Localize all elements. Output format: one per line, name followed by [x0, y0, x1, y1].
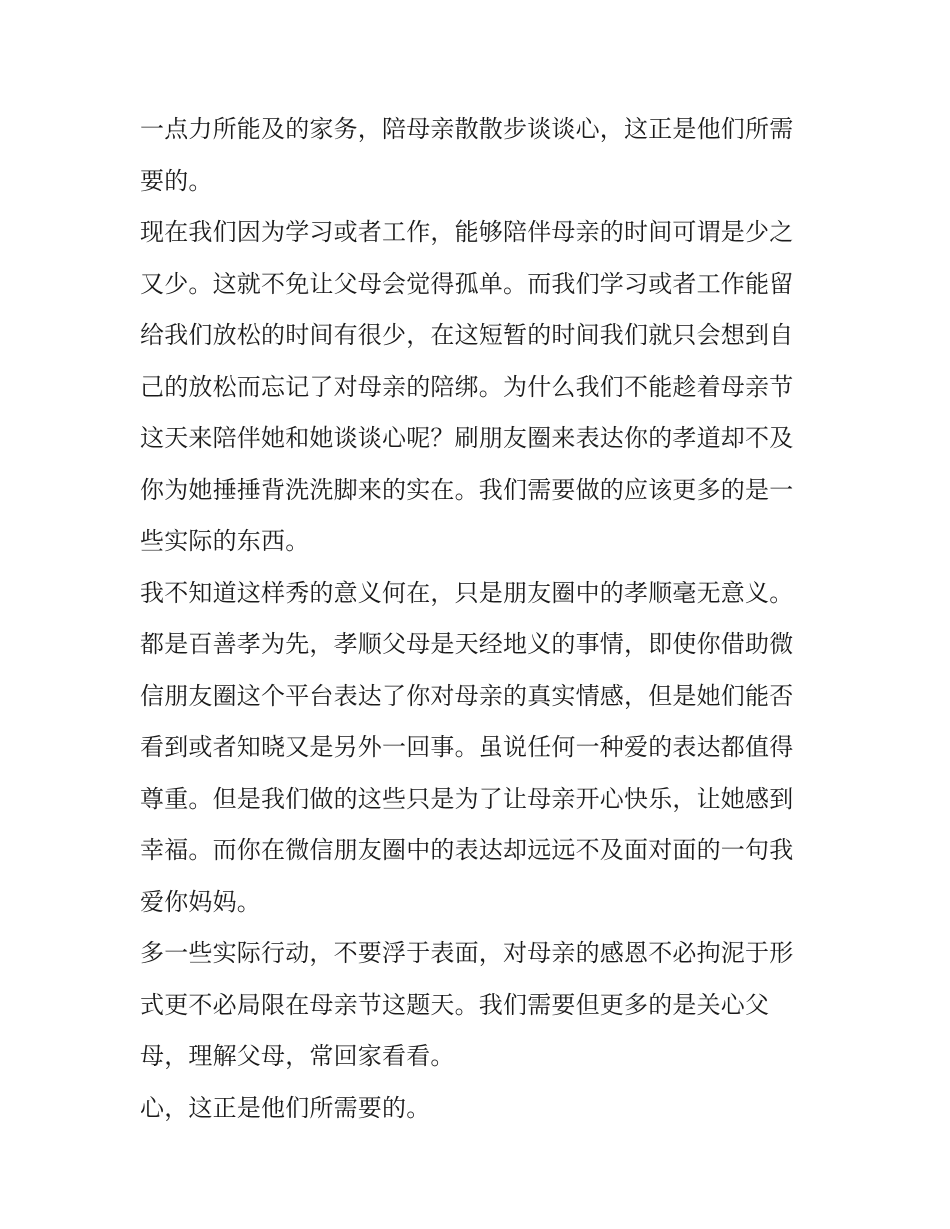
text-line: 些实际的东西。 — [140, 527, 310, 555]
text-line: 这天来陪伴她和她谈谈心呢？刷朋友圈来表达你的孝道却不及 — [140, 424, 794, 452]
text-line: 要的。 — [140, 166, 213, 195]
text-line: 多一些实际行动，不要浮于表面，对母亲的感恩不必拘泥于形 — [140, 939, 794, 967]
text-line: 式更不必局限在母亲节这题天。我们需要但更多的是关心父 — [140, 990, 770, 1019]
text-line: 爱你妈妈。 — [140, 887, 261, 916]
text-line: 我不知道这样秀的意义何在，只是朋友圈中的孝顺毫无意义。 — [140, 578, 794, 607]
text-line: 心，这正是他们所需要的。 — [140, 1093, 431, 1122]
text-line: 一点力所能及的家务，陪母亲散散步谈谈心，这正是他们所需 — [140, 115, 794, 143]
text-line: 给我们放松的时间有很少，在这短暂的时间我们就只会想到自 — [140, 321, 794, 349]
text-line: 现在我们因为学习或者工作，能够陪伴母亲的时间可谓是少之 — [140, 218, 794, 246]
text-line: 己的放松而忘记了对母亲的陪绑。为什么我们不能趁着母亲节 — [140, 372, 794, 401]
text-line: 你为她捶捶背洗洗脚来的实在。我们需要做的应该更多的是一 — [140, 475, 794, 504]
text-line: 幸福。而你在微信朋友圈中的表达却远远不及面对面的一句我 — [140, 836, 794, 864]
text-line: 看到或者知晓又是另外一回事。虽说任何一种爱的表达都值得 — [140, 733, 794, 761]
text-line: 尊重。但是我们做的这些只是为了让母亲开心快乐，让她感到 — [140, 784, 794, 813]
text-line: 都是百善孝为先，孝顺父母是天经地义的事情，即使你借助微 — [140, 630, 794, 658]
document-body — [140, 104, 820, 1134]
text-line: 信朋友圈这个平台表达了你对母亲的真实情感，但是她们能否 — [140, 681, 794, 710]
text-line: 母，理解父母，常回家看看。 — [140, 1042, 455, 1070]
text-line: 又少。这就不免让父母会觉得孤单。而我们学习或者工作能留 — [140, 269, 794, 298]
